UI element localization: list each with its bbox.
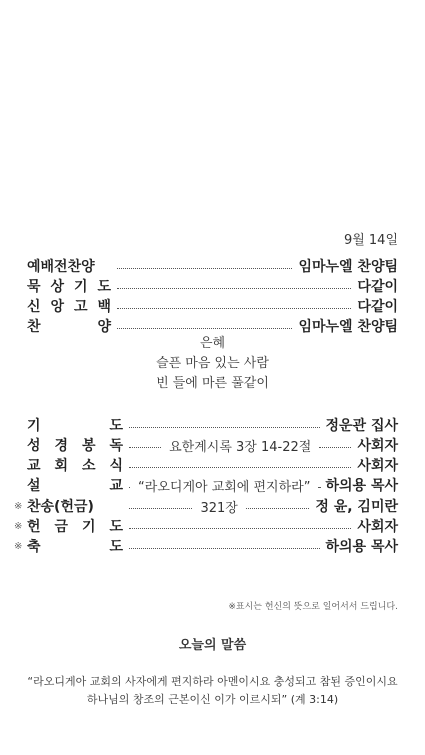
program-row (14, 475, 398, 495)
label-part: 고 (73, 299, 88, 315)
hymn-title: 은혜 (199, 336, 226, 351)
label-part: 설 (27, 478, 41, 494)
label-part: 앙 (50, 299, 65, 315)
standing-mark: ※ (14, 500, 23, 512)
label-part: 헌 (27, 519, 41, 535)
label-part: 예배전찬양 (27, 259, 95, 275)
label-part: 기 (81, 519, 96, 535)
program-item-detail: “라오디게아 교회에 편지하라” (138, 479, 311, 495)
label-part: 기 (27, 418, 41, 434)
program-item-label (27, 276, 111, 296)
program-item-leader: 정운관 집사 (325, 418, 398, 434)
dotted-leader (129, 528, 351, 529)
program-row (14, 455, 398, 475)
program-item-detail: 요한계시록 3장 14-22절 (169, 439, 312, 455)
program-item-leader: 정 윤, 김미란 (315, 499, 398, 515)
label-part: 찬송(헌금) (27, 499, 94, 515)
label-part: 식 (109, 458, 123, 474)
program-item-label (27, 536, 123, 556)
dotted-leader (129, 487, 130, 488)
label-part: 상 (50, 279, 65, 295)
label-part: 도 (109, 418, 123, 434)
program-item-leader: 사회자 (357, 458, 398, 474)
program-row (14, 496, 398, 516)
dotted-leader (117, 268, 292, 269)
program-item-label (27, 415, 123, 435)
dotted-leader (318, 487, 319, 488)
label-part: 교 (27, 458, 41, 474)
label-part: 독 (109, 438, 123, 454)
hymn-line: 슬픈 마음 있는 사람 (156, 356, 269, 371)
program-row (14, 256, 398, 276)
label-part: 양 (97, 319, 111, 335)
program-item-label (27, 316, 111, 336)
dotted-leader (319, 447, 351, 448)
program-item-label (27, 435, 123, 455)
hymn-line: 빈 들에 마른 풀같이 (156, 376, 269, 391)
label-part: 찬 (27, 319, 41, 335)
dotted-leader (117, 288, 351, 289)
program-item-leader: 사회자 (357, 519, 398, 535)
label-part: 백 (97, 299, 111, 315)
program-item-leader: 다같이 (357, 299, 398, 315)
label-part: 신 (27, 299, 41, 315)
standing-mark: ※ (14, 520, 23, 532)
dotted-leader (129, 427, 320, 428)
program-item-detail: 321장 (200, 500, 238, 516)
label-part: 묵 (27, 279, 41, 295)
label-part: 봉 (81, 438, 96, 454)
program-item-leader: 사회자 (357, 438, 399, 454)
label-part: 금 (54, 519, 69, 535)
program-item-leader: 임마누엘 찬양팀 (298, 259, 398, 275)
program-item-label (27, 516, 123, 536)
scripture-verse (0, 673, 425, 709)
hymn-lyrics (0, 334, 425, 394)
program-item-leader: 하의용 목사 (325, 539, 398, 555)
label-part: 축 (27, 539, 41, 555)
label-part: 도 (109, 539, 123, 555)
program-item-leader: 다같이 (357, 279, 398, 295)
label-part: 도 (97, 279, 111, 295)
dotted-leader (117, 328, 292, 329)
program-row (14, 316, 398, 336)
program-row (14, 516, 398, 536)
program-row (14, 276, 398, 296)
standing-note: ※표시는 헌신의 뜻으로 일어서서 드립니다. (228, 602, 398, 612)
verse-line: 하나님의 창조의 근본이신 이가 이르시되” (계 3:14) (86, 693, 339, 706)
dotted-leader (129, 548, 320, 549)
program-row (14, 415, 398, 435)
label-part: 성 (27, 438, 41, 454)
program-item-label (27, 296, 111, 316)
program-item-leader: 임마누엘 찬양팀 (298, 319, 398, 335)
dotted-leader (129, 447, 161, 448)
program-item-label (27, 475, 123, 495)
label-part: 회 (54, 458, 69, 474)
todays-word-title: 오늘의 말씀 (178, 638, 247, 653)
dotted-leader (129, 508, 192, 509)
program-item-leader: 하의용 목사 (325, 478, 398, 494)
label-part: 도 (109, 519, 123, 535)
label-part: 교 (109, 478, 123, 494)
program-row (14, 536, 398, 556)
dotted-leader (117, 308, 351, 309)
program-item-label (27, 496, 123, 516)
program-item-label (27, 455, 123, 475)
label-part: 경 (54, 438, 69, 454)
dotted-leader (246, 508, 309, 509)
label-part: 기 (73, 279, 88, 295)
service-date: 9월 14일 (343, 233, 398, 248)
dotted-leader (129, 467, 351, 468)
verse-line: “라오디게아 교회의 사자에게 편지하라 아멘이시요 충성되고 참된 증인이시요 (27, 675, 398, 688)
program-row (14, 435, 398, 455)
program-item-label (27, 256, 111, 276)
label-part: 소 (81, 458, 96, 474)
program-row (14, 296, 398, 316)
standing-mark: ※ (14, 540, 23, 552)
